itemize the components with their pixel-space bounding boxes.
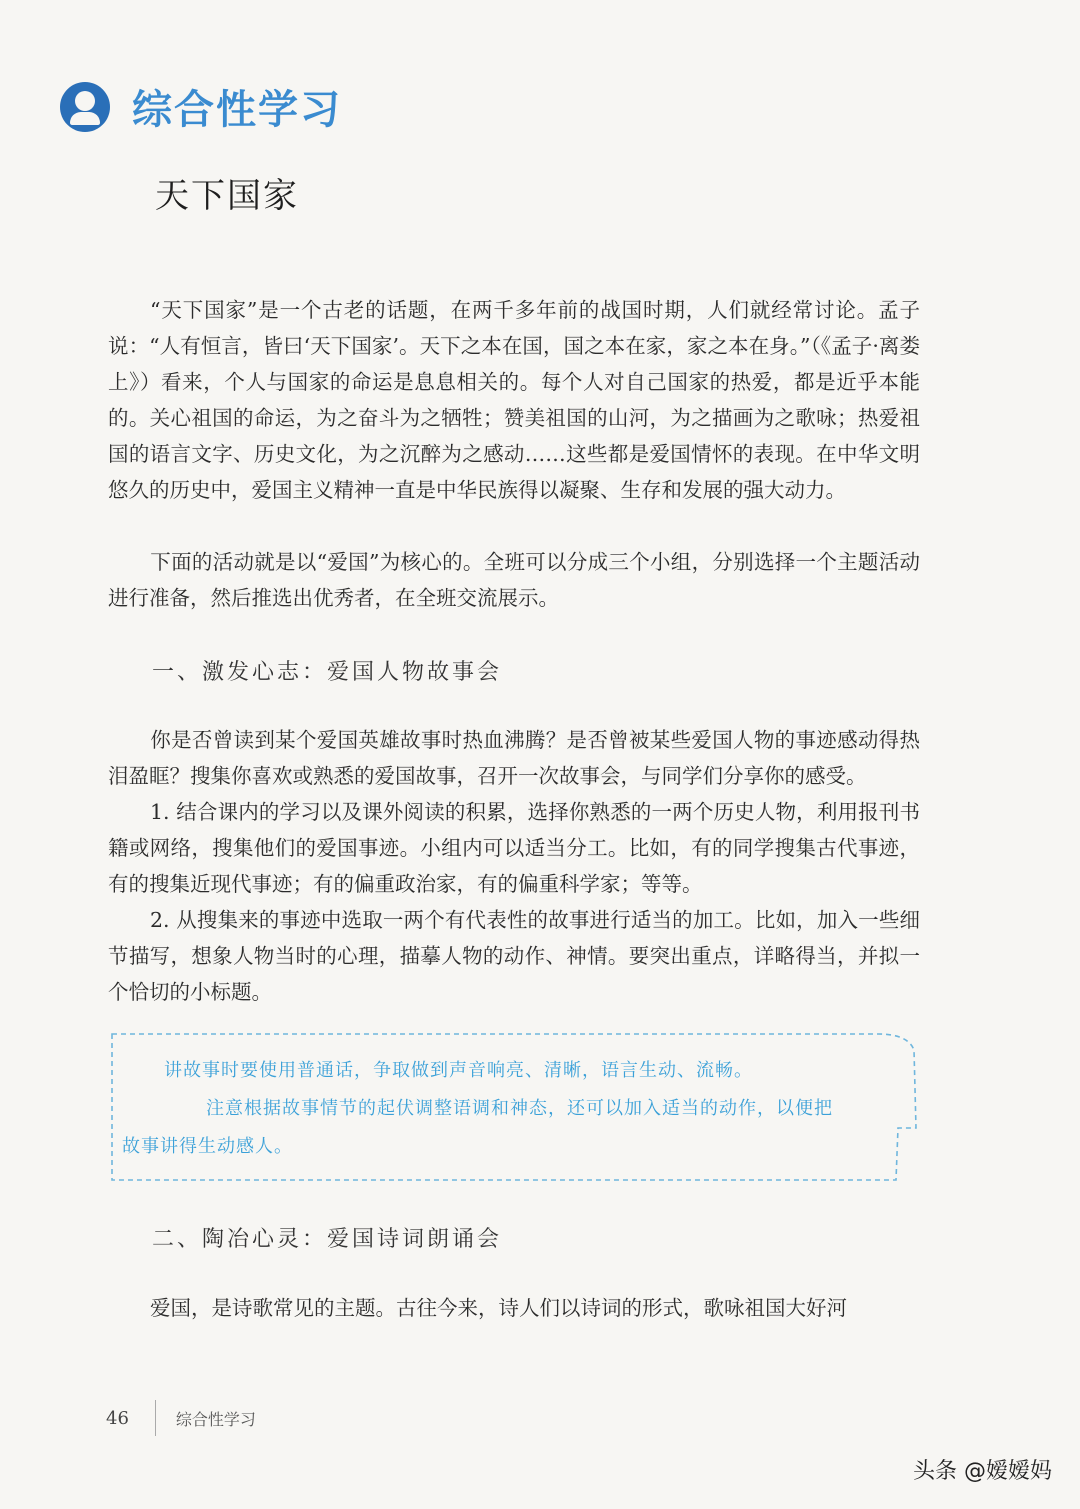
page-footer (106, 1400, 256, 1436)
section1-paragraph-2 (108, 794, 920, 902)
section-header (60, 78, 342, 135)
source-watermark: 头条 @嫒嫒妈 (913, 1459, 1052, 1484)
section1-paragraph-1 (108, 722, 920, 794)
intro-paragraph-2 (108, 544, 920, 616)
section2-heading: 二、陶冶心灵：爱国诗词朗诵会 (152, 1227, 503, 1252)
tip-line-3: 故事讲得生动感人。 (122, 1136, 293, 1157)
section1-paragraph-3-text: 2. 从搜集来的事迹中选取一两个有代表性的故事进行适当的加工。比如，加入一些细节描写，想象人物当时的心理，描摹人物的动作、神情。要突出重点，详略得当，并拟一个恰切的小标题。 (108, 908, 920, 1004)
page-title: 天下国家 (155, 176, 299, 216)
tip-line-1: 讲故事时要使用普通话，争取做到声音响亮、清晰，语言生动、流畅。 (164, 1060, 753, 1081)
person-badge-icon (60, 82, 110, 132)
tip-box (108, 1032, 920, 1182)
tip-line-2: 注意根据故事情节的起伏调整语调和神态，还可以加入适当的动作，以便把 (206, 1098, 833, 1119)
running-title: 综合性学习 (175, 1409, 256, 1429)
section2-paragraph-1 (108, 1290, 920, 1326)
section1-paragraph-3 (108, 902, 920, 1010)
section1-paragraph-2-text: 1. 结合课内的学习以及课外阅读的积累，选择你熟悉的一两个历史人物，利用报刊书籍或网络，搜集他们的爱国事迹。小组内可以适当分工。比如，有的同学搜集古代事迹，有的搜集近现代事迹；有的偏重政治家，有的偏重科学家；等等。 (108, 800, 920, 896)
section-heading: 综合性学习 (132, 87, 342, 133)
intro-paragraph-1-text: “天下国家”是一个古老的话题，在两千多年前的战国时期，人们就经常讨论。孟子说：“人有恒言，皆曰‘天下国家’。天下之本在国，国之本在家，家之本在身。”（《孟子·离娄上》）看来，个人与国家的命运是息息相关的。每个人对自己国家的热爱，都是近乎本能的。关心祖国的命运，为之奋斗为之牺牲；赞美祖国的山河，为之描画为之歌咏；热爱祖国的语言文字、历史文化，为之沉醉为之感动……这些都是爱国情怀的表现。在中华文明悠久的历史中，爱国主义精神一直是中华民族得以凝聚、生存和发展的强大动力。 (108, 298, 920, 502)
page-number: 46 (106, 1407, 129, 1429)
intro-paragraph-1 (108, 292, 920, 508)
section1-paragraph-1-text: 你是否曾读到某个爱国英雄故事时热血沸腾？是否曾被某些爱国人物的事迹感动得热泪盈眶？搜集你喜欢或熟悉的爱国故事，召开一次故事会，与同学们分享你的感受。 (108, 728, 920, 788)
section1-heading: 一、激发心志：爱国人物故事会 (152, 660, 503, 685)
section2-paragraph-1-text: 爱国，是诗歌常见的主题。古往今来，诗人们以诗词的形式，歌咏祖国大好河 (150, 1296, 847, 1320)
intro-paragraph-2-text: 下面的活动就是以“爱国”为核心的。全班可以分成三个小组，分别选择一个主题活动进行准备，然后推选出优秀者，在全班交流展示。 (108, 550, 920, 610)
tip-text (122, 1052, 864, 1166)
footer-divider (155, 1400, 156, 1436)
